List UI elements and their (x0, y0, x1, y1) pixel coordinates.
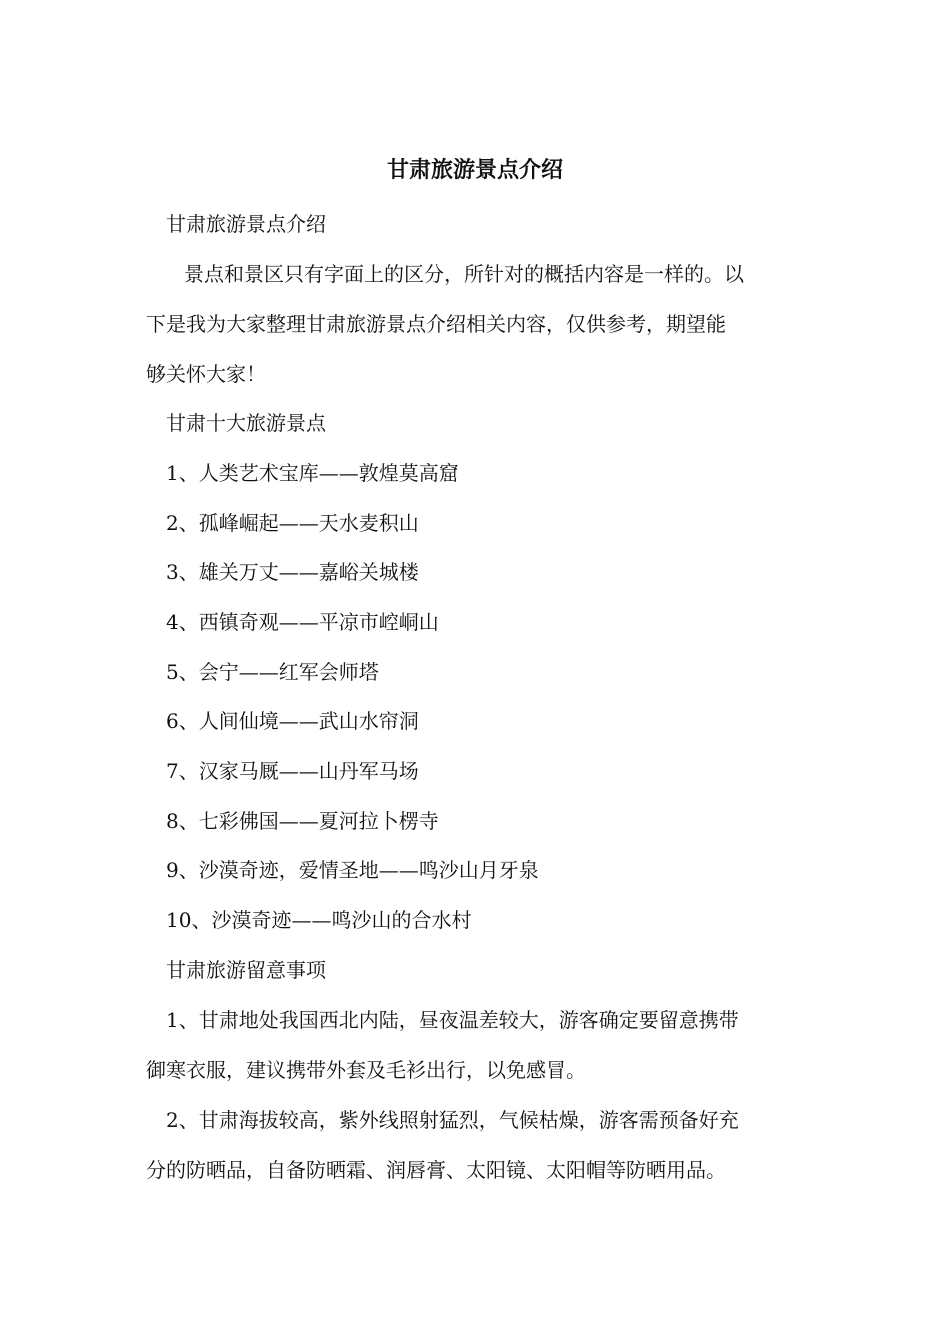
list-item: 6、人间仙境——武山水帘洞 (166, 709, 419, 733)
list-item: 5、会宁——红军会师塔 (166, 660, 379, 684)
list-item: 10、沙漠奇迹——鸣沙山的合水村 (166, 908, 472, 932)
notes-heading: 甘肃旅游留意事项 (166, 958, 326, 982)
list-item: 9、沙漠奇迹，爱情圣地——鸣沙山月牙泉 (166, 858, 539, 882)
note-1-line-2: 御寒衣服，建议携带外套及毛衫出行，以免感冒。 (146, 1058, 586, 1082)
subtitle: 甘肃旅游景点介绍 (166, 212, 326, 236)
list-item: 3、雄关万丈——嘉峪关城楼 (166, 560, 419, 584)
note-2-line-2: 分的防晒品，自备防晒霜、润唇膏、太阳镜、太阳帽等防晒用品。 (146, 1158, 726, 1182)
intro-line-2: 下是我为大家整理甘肃旅游景点介绍相关内容，仅供参考，期望能 (146, 312, 726, 336)
top10-heading: 甘肃十大旅游景点 (166, 411, 326, 435)
note-1-line-1: 1、甘肃地处我国西北内陆，昼夜温差较大，游客确定要留意携带 (166, 1008, 739, 1032)
list-item: 1、人类艺术宝库——敦煌莫高窟 (166, 461, 459, 485)
document-title: 甘肃旅游景点介绍 (386, 157, 563, 183)
intro-line-3: 够关怀大家！ (146, 362, 266, 386)
list-item: 7、汉家马厩——山丹军马场 (166, 759, 419, 783)
list-item: 2、孤峰崛起——天水麦积山 (166, 511, 419, 535)
note-2-line-1: 2、甘肃海拔较高，紫外线照射猛烈，气候枯燥，游客需预备好充 (166, 1108, 739, 1132)
list-item: 4、西镇奇观——平凉市崆峒山 (166, 610, 439, 634)
intro-line-1: 景点和景区只有字面上的区分，所针对的概括内容是一样的。以 (184, 262, 744, 286)
list-item: 8、七彩佛国——夏河拉卜楞寺 (166, 809, 439, 833)
